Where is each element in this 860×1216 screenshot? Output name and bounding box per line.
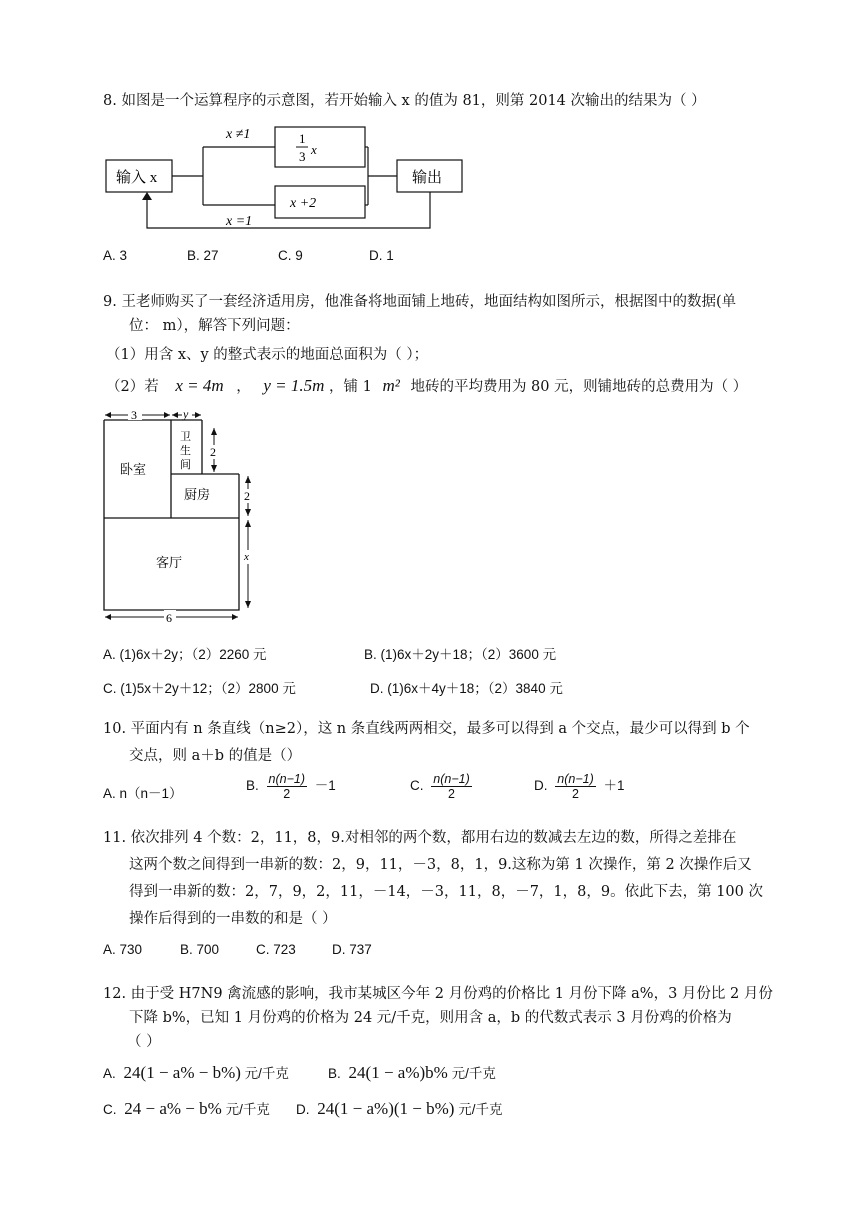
flow-op-top-den: 3 bbox=[299, 149, 306, 164]
q10-stem-line1: 10. 平面内有 n 条直线（n≥2），这 n 条直线两两相交，最多可以得到 a 个交点，最少可以得到 b 个 bbox=[103, 721, 750, 737]
q9-stem-line1: 9. 王老师购买了一套经济适用房，他准备将地面铺上地砖，地面结构如图所示，根据图中的数据(单 bbox=[103, 294, 737, 310]
q9-part1: （1）用含 x、y 的整式表示的地面总面积为（ ）； bbox=[106, 347, 429, 363]
q12-option-b[interactable]: B. 24(1 − a%)b% 元/千克 bbox=[328, 1063, 496, 1082]
q12-line3: （ ） bbox=[127, 1034, 161, 1050]
q9-floor-plan bbox=[98, 410, 268, 625]
q9-part2: （2）若 x = 4m ， y = 1.5m ，铺 1 m² 地砖的平均费用为 80 元，则铺地砖的总费用为（ ） bbox=[106, 376, 748, 395]
q11-option-c[interactable]: C. 723 bbox=[256, 942, 296, 957]
q9-x-value: x = 4m bbox=[175, 376, 224, 395]
flow-op-bottom-box bbox=[275, 186, 365, 218]
flow-op-top-box bbox=[275, 127, 365, 167]
room-bath-1: 卫 bbox=[180, 431, 191, 443]
q11-line1: 11. 依次排列 4 个数：2，11，8，9.对相邻的两个数，都用右边的数减去左边的数，所得之差排在 bbox=[103, 830, 737, 846]
flow-loop-arrow bbox=[142, 192, 152, 200]
q11-option-d[interactable]: D. 737 bbox=[332, 942, 372, 957]
dim-living-x: x bbox=[244, 551, 249, 563]
q9-option-a[interactable]: A. (1)6x＋2y；（2）2260 元 bbox=[103, 647, 267, 662]
room-kitchen: 厨房 bbox=[184, 487, 211, 502]
flow-output-label: 输出 bbox=[412, 170, 443, 186]
q12-line1: 12. 由于受 H7N9 禽流感的影响，我市某城区今年 2 月份鸡的价格比 1 月份下降 a%，3 月份比 2 月份 bbox=[103, 986, 773, 1002]
flow-input-label: 输入 x bbox=[116, 170, 158, 186]
dim-top-y: y bbox=[183, 410, 189, 421]
q9-stem-line2: 位： m），解答下列问题： bbox=[129, 318, 300, 334]
q12-line2: 下降 b%，已知 1 月份鸡的价格为 24 元/千克，则用含 a，b 的代数式表示 3 月份鸡的价格为 bbox=[129, 1010, 732, 1026]
flow-loop-line bbox=[147, 192, 430, 228]
q10-stem-line2: 交点，则 a＋b 的值是（） bbox=[129, 748, 302, 764]
dim-kitchen-2: 2 bbox=[244, 489, 250, 503]
q9-option-c[interactable]: C. (1)5x＋2y＋12；（2）2800 元 bbox=[103, 681, 296, 696]
q8-flowchart bbox=[100, 118, 480, 233]
q8-option-a[interactable]: A. 3 bbox=[103, 248, 128, 263]
q11-line2: 这两个数之间得到一串新的数：2，9，11，－3，8，1，9.这称为第 1 次操作，第 2 次操作后又 bbox=[129, 857, 752, 873]
q11-line4: 操作后得到的一串数的和是（ ） bbox=[129, 911, 337, 927]
q8-option-d[interactable]: D. 1 bbox=[369, 248, 394, 263]
flow-op-top-var: x bbox=[311, 142, 317, 157]
flow-op-bottom: x +2 bbox=[290, 196, 317, 211]
dim-bottom-6: 6 bbox=[166, 611, 172, 625]
q10-option-d[interactable]: D. $\frac{n(n-1)}{2}$ ＋1 bbox=[534, 772, 625, 801]
q10-option-a[interactable]: A. n（n－1） bbox=[103, 786, 183, 801]
room-bath-3: 间 bbox=[180, 459, 191, 471]
q9-option-b[interactable]: B. (1)6x＋2y＋18；（2）3600 元 bbox=[364, 647, 557, 662]
room-bath-2: 生 bbox=[180, 445, 191, 457]
q9-option-d[interactable]: D. (1)6x＋4y＋18；（2）3840 元 bbox=[370, 681, 563, 696]
q8-option-b[interactable]: B. 27 bbox=[187, 248, 219, 263]
dim-top-3: 3 bbox=[131, 410, 137, 422]
room-living: 客厅 bbox=[156, 555, 183, 570]
flow-cond-bottom: x =1 bbox=[226, 214, 253, 229]
q12-option-c[interactable]: C. 24 − a% − b% 元/千克 bbox=[103, 1099, 270, 1118]
q9-y-value: y = 1.5m bbox=[263, 376, 325, 395]
q11-option-b[interactable]: B. 700 bbox=[180, 942, 220, 957]
q11-line3: 得到一串新的数：2，7，9，2，11，－14，－3，11，8，－7，1，8，9。依此下去，第 100 次 bbox=[129, 884, 763, 900]
q12-option-d[interactable]: D. 24(1 − a%)(1 − b%) 元/千克 bbox=[296, 1099, 503, 1118]
q10-option-b[interactable]: B. $\frac{n(n-1)}{2}$ －1 bbox=[246, 772, 336, 801]
q9-unit: m² bbox=[382, 376, 400, 395]
flow-op-top-num: 1 bbox=[299, 131, 306, 146]
q8-option-c[interactable]: C. 9 bbox=[278, 248, 303, 263]
flow-cond-top: x ≠1 bbox=[226, 127, 251, 142]
q10-option-c[interactable]: C. $\frac{n(n-1)}{2}$ bbox=[410, 772, 470, 801]
q11-option-a[interactable]: A. 730 bbox=[103, 942, 143, 957]
dim-bath-2: 2 bbox=[210, 445, 216, 459]
room-bedroom: 卧室 bbox=[120, 462, 147, 477]
q8-stem: 8. 如图是一个运算程序的示意图，若开始输入 x 的值为 81，则第 2014 次输出的结果为（ ） bbox=[103, 93, 706, 109]
q12-option-a[interactable]: A. 24(1 − a% − b%) 元/千克 bbox=[103, 1063, 289, 1082]
